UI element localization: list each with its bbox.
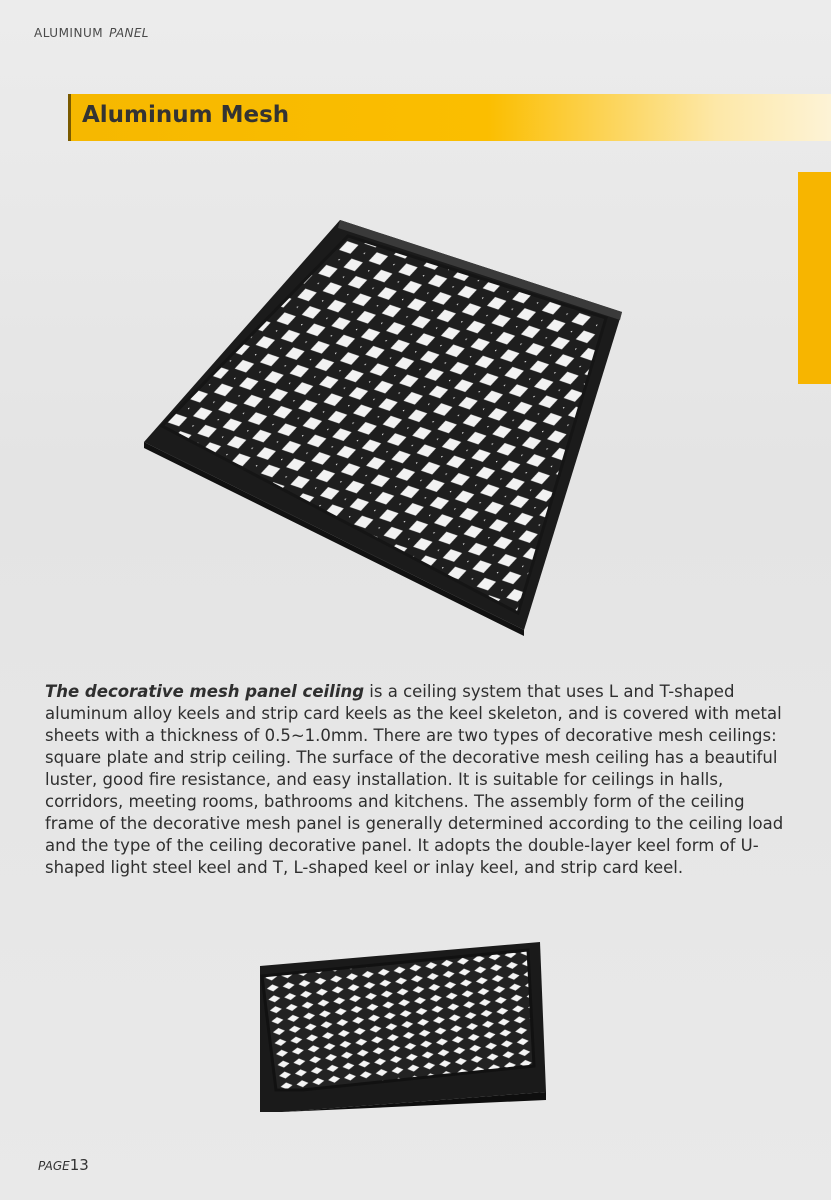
page-label: PAGE bbox=[38, 1159, 70, 1173]
page-header bbox=[34, 26, 149, 40]
description-text: is a ceiling system that uses L and T-shaped aluminum alloy keels and strip card keels as the keel skeleton, and is covered with metal sheets with a thickness of 0.5~1.0mm. There are two types of decorative mesh ceilings: square plate and strip ceiling. The surface of the decorative mesh ceiling has a beautiful luster, good fire resistance, and easy installation. It is suitable for ceilings in halls, corridors, meeting rooms, bathrooms and kitchens. The assembly form of the ceiling frame of the decorative mesh panel is generally determined according to the ceiling load and the type of the ceiling decorative panel. It adopts the double-layer keel form of U-shaped light steel keel and T, L-shaped keel or inlay keel, and strip card keel. bbox=[45, 682, 784, 877]
section-title-bar bbox=[68, 94, 831, 141]
side-accent-tab bbox=[798, 172, 831, 384]
title-bar-marker bbox=[68, 94, 71, 141]
description-paragraph bbox=[45, 681, 785, 879]
header-section: PANEL bbox=[109, 26, 149, 40]
page-number bbox=[38, 1156, 89, 1174]
header-brand: ALUMINUM bbox=[34, 26, 104, 40]
product-image-mesh-panel bbox=[140, 216, 630, 636]
section-title: Aluminum Mesh bbox=[82, 102, 290, 128]
product-image-mesh-detail bbox=[258, 940, 548, 1112]
page-number-value: 13 bbox=[69, 1156, 89, 1174]
description-lead: The decorative mesh panel ceiling bbox=[45, 682, 365, 701]
